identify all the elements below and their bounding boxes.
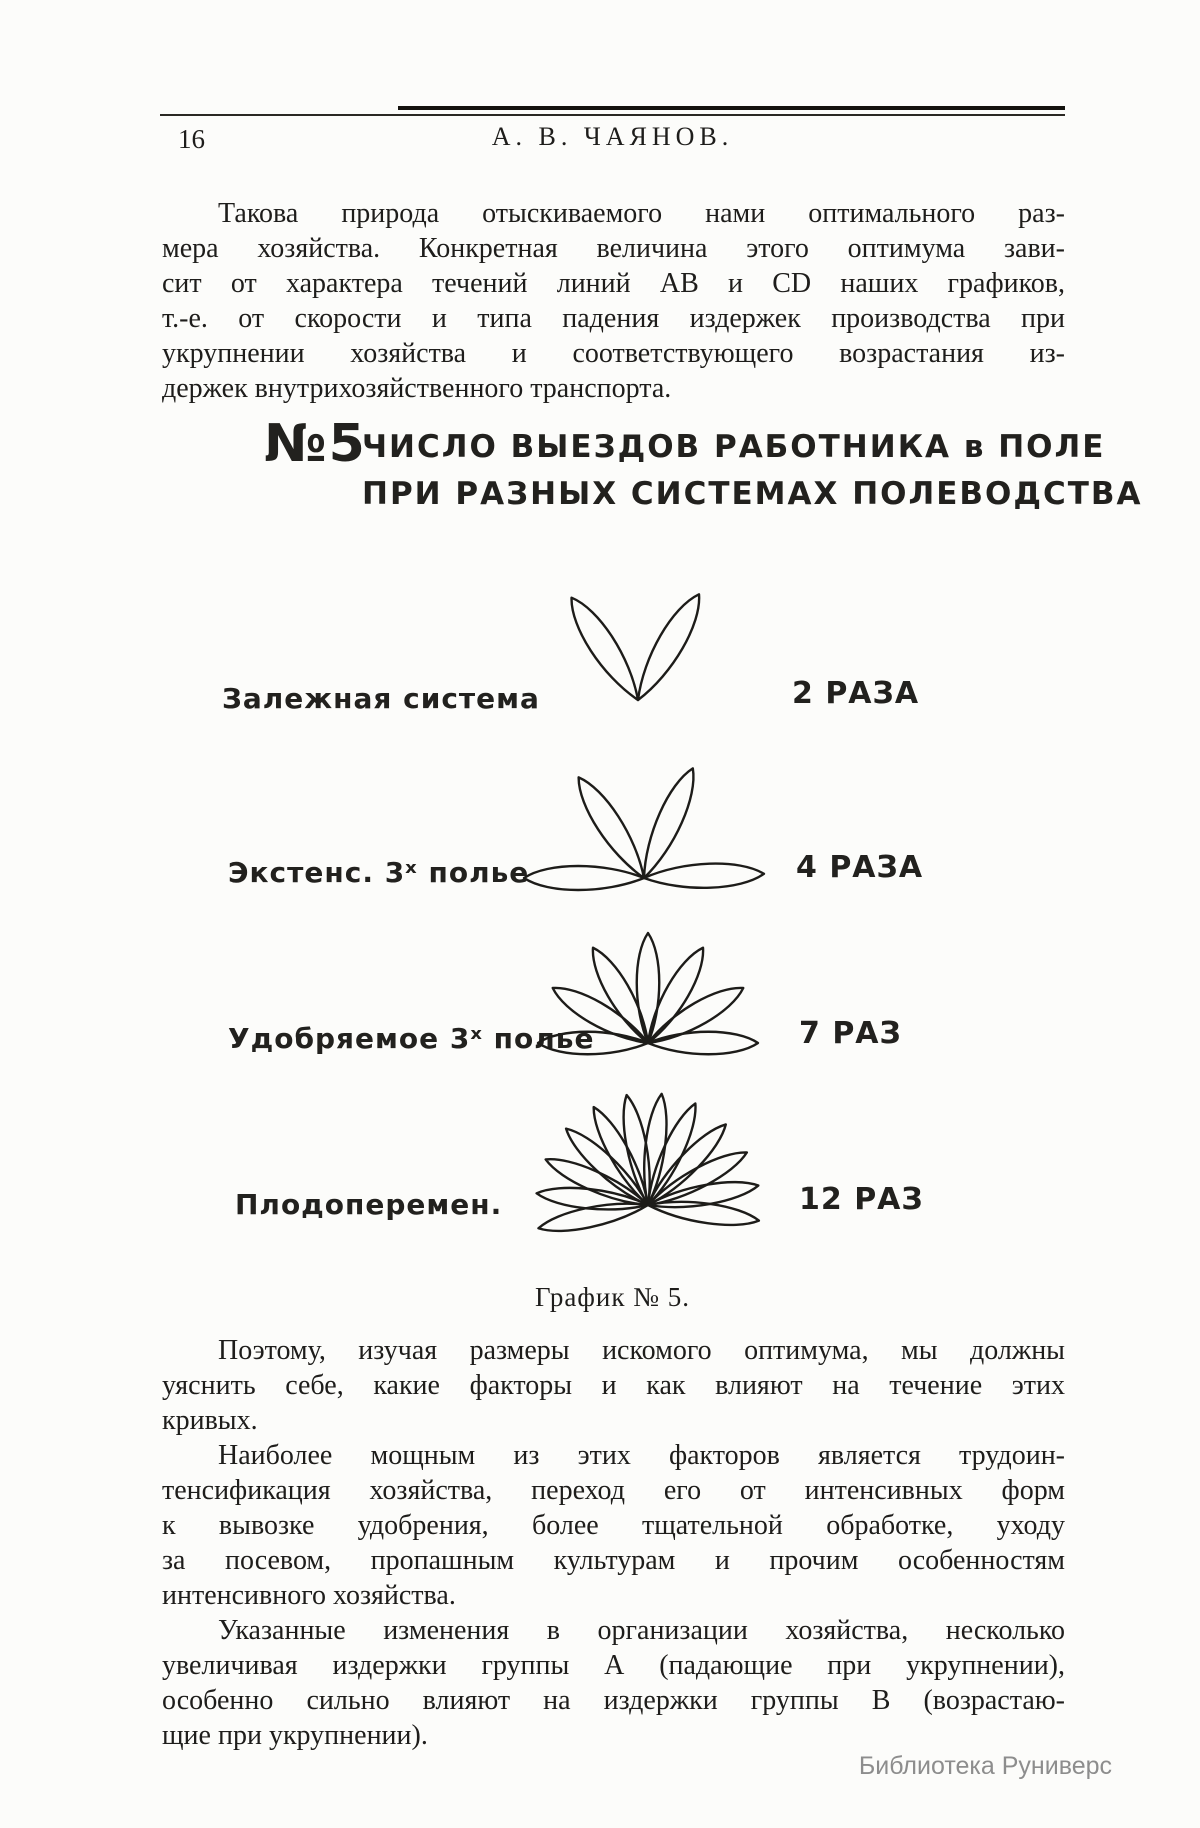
petal-loop — [536, 1184, 649, 1215]
system-label: Залежная система — [222, 682, 540, 715]
library-watermark: Библиотека Руниверс — [858, 1752, 1112, 1780]
text-line: к вывозке удобрения, более тщательной обработке, уходу — [162, 1510, 1065, 1541]
text-line: щие при укрупнении). — [162, 1720, 428, 1751]
text-line: Такова природа отыскиваемого нами оптимального раз- — [218, 198, 1065, 229]
petal-loop — [638, 1093, 671, 1207]
petal-loop — [569, 771, 654, 885]
paragraph — [162, 1333, 1065, 1438]
text-line: кривых. — [162, 1405, 258, 1436]
header-rule-heavy — [398, 106, 1065, 110]
petal-loop — [641, 1118, 733, 1212]
trips-count: 2 РАЗА — [792, 676, 920, 711]
text-line: тенсификация хозяйства, переход его от интенсивных форм — [162, 1475, 1065, 1506]
text-line: уяснить себе, какие факторы и как влияют на течение этих — [162, 1370, 1065, 1401]
trips-count: 12 РАЗ — [799, 1182, 924, 1217]
figure-title-line1: ЧИСЛО ВЫЕЗДОВ РАБОТНИКА в ПОЛЕ — [362, 429, 1106, 465]
figure-title — [362, 424, 1143, 518]
text-line: увеличивая издержки группы А (падающие при укрупнении), — [162, 1650, 1065, 1681]
petal-loop — [585, 1102, 656, 1209]
text-line: особенно сильно влияют на издержки группы В (возрастаю- — [162, 1685, 1065, 1716]
petal-loop — [637, 933, 660, 1043]
petal-loop — [644, 862, 765, 890]
petal-loop — [639, 1099, 704, 1209]
petal-loop — [647, 1195, 761, 1230]
text-line: держек внутрихозяйственного транспорта. — [162, 373, 672, 404]
petal-loop — [648, 1032, 758, 1055]
system-label: Экстенс. 3ˣ полье — [228, 856, 530, 889]
text-line: Указанные изменения в организации хозяйства, несколько — [218, 1615, 1065, 1646]
petal-loop — [627, 588, 710, 706]
text-line: мера хозяйства. Конкретная величина этого оптимума зави- — [162, 233, 1065, 264]
petal-loop — [642, 978, 749, 1052]
text-line: интенсивного хозяйства. — [162, 1580, 456, 1611]
system-label: Плодоперемен. — [235, 1188, 503, 1221]
paragraph — [162, 1438, 1065, 1613]
petal-loop — [561, 591, 649, 707]
petal-loop — [646, 1176, 760, 1215]
text-line: укрупнении хозяйства и соответствующего возрастания из- — [162, 338, 1065, 369]
petal-loop — [643, 1144, 751, 1214]
petal-loop — [559, 1121, 654, 1212]
petal-loop — [633, 763, 704, 882]
system-label: Удобряемое 3ˣ полье — [228, 1022, 595, 1055]
trips-count: 7 РАЗ — [799, 1016, 902, 1051]
text-line: Поэтому, изучая размеры искомого оптимума, мы должны — [218, 1335, 1065, 1366]
figure-caption: График № 5. — [535, 1282, 690, 1312]
petal-loop — [536, 1195, 650, 1237]
page-number: 16 — [178, 124, 205, 154]
petal-loop — [524, 866, 644, 890]
running-header: А. В. ЧАЯНОВ. — [491, 122, 734, 151]
figure-number: №5 — [264, 414, 367, 474]
petal-loop — [638, 942, 712, 1049]
petal-loop — [542, 1151, 652, 1214]
figure-title-line2: ПРИ РАЗНЫХ СИСТЕМАХ ПОЛЕВОДСТВА — [362, 476, 1143, 512]
text-line: Наиболее мощным из этих факторов является трудоин- — [218, 1440, 1065, 1471]
header-rule — [160, 114, 1065, 116]
text-line: за посевом, пропашным культурам и прочим особенностям — [162, 1545, 1065, 1576]
text-line: сит от характера течений линий АВ и CD наших графиков, — [162, 268, 1065, 299]
paragraph — [162, 1613, 1065, 1753]
body-text-block — [162, 1333, 1065, 1753]
paragraph-intro — [162, 196, 1065, 406]
text-line: т.-е. от скорости и типа падения издержек производства при — [162, 303, 1065, 334]
trips-count: 4 РАЗА — [796, 850, 924, 885]
petal-loop — [617, 1093, 658, 1207]
